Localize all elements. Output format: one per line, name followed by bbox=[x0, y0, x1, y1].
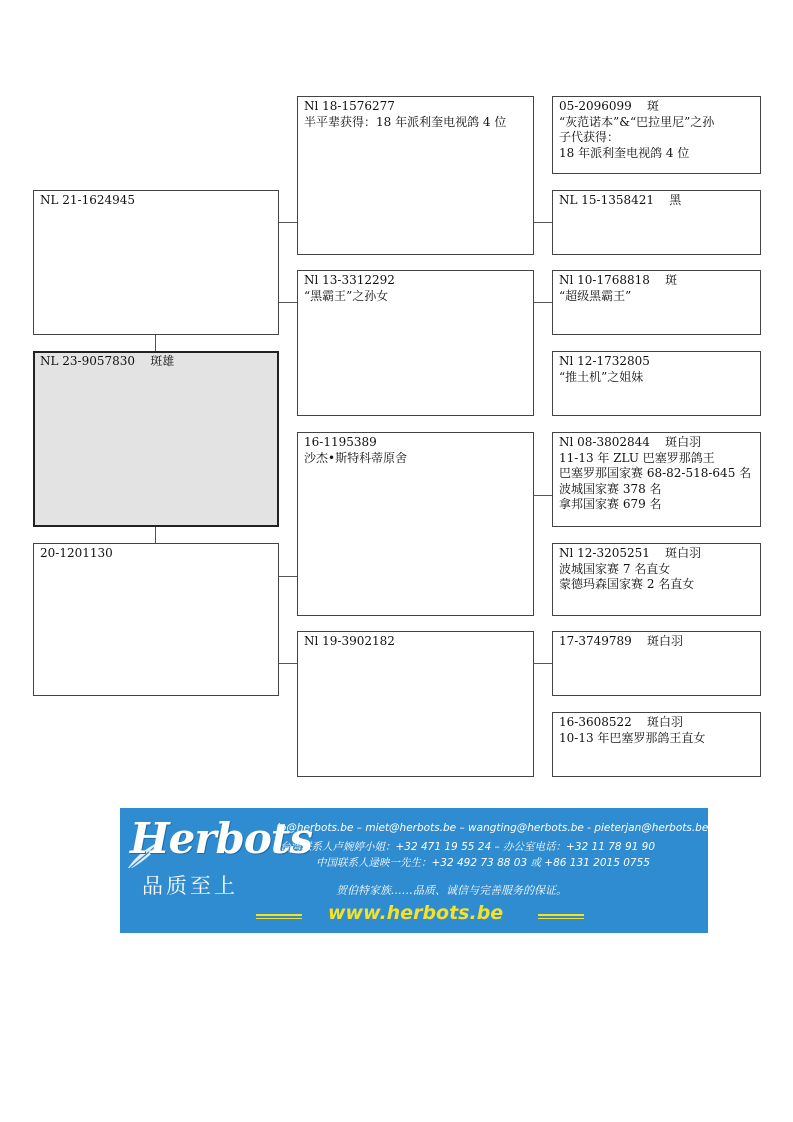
card-line: “灰范诺本”&“巴拉里尼”之孙 bbox=[559, 114, 715, 129]
card-line: “推土机”之姐妹 bbox=[559, 369, 644, 384]
card-line: “黑霸王”之孙女 bbox=[304, 288, 389, 303]
card-line: NL 23-9057830 斑雄 bbox=[40, 354, 175, 368]
dam-sire-card bbox=[297, 432, 534, 616]
connector bbox=[534, 302, 552, 303]
card-line: 巴塞罗那国家赛 68-82-518-645 名 bbox=[559, 466, 752, 480]
card-line: 05-2096099 斑 bbox=[559, 99, 660, 113]
card-line: 17-3749789 斑白羽 bbox=[559, 634, 684, 648]
card-line: 子代获得： bbox=[559, 130, 620, 144]
card-line: 拿邦国家赛 679 名 bbox=[559, 497, 662, 511]
card-line: NL 21-1624945 bbox=[40, 193, 136, 207]
card-line: 10-13 年巴塞罗那鸽王直女 bbox=[559, 730, 706, 745]
card-line: 半平辈获得：18 年派利奎电视鸽 4 位 bbox=[304, 114, 507, 129]
subject-card bbox=[33, 351, 279, 527]
card-line: 16-1195389 bbox=[304, 435, 377, 449]
dd-dam-card bbox=[552, 712, 761, 777]
ds-sire-card bbox=[552, 432, 761, 527]
card-line: Nl 10-1768818 斑 bbox=[559, 273, 678, 287]
connector bbox=[155, 335, 156, 351]
card-line: 20-1201130 bbox=[40, 546, 113, 560]
connector bbox=[279, 222, 297, 223]
sd-dam-card bbox=[552, 351, 761, 416]
sd-sire-card bbox=[552, 270, 761, 335]
ds-dam-card bbox=[552, 543, 761, 616]
card-line: 蒙德玛森国家赛 2 名直女 bbox=[559, 577, 695, 591]
china-contact: 中国联系人逯映一先生：+32 492 73 88 03 或 +86 131 2015 0755 bbox=[316, 857, 650, 869]
dam-card bbox=[33, 543, 279, 696]
card-line: Nl 13-3312292 bbox=[304, 273, 395, 287]
connector bbox=[534, 663, 552, 664]
card-line: NL 15-1358421 黑 bbox=[559, 193, 682, 207]
divider bbox=[256, 918, 302, 919]
sire-sire-card bbox=[297, 96, 534, 255]
card-line: 11-13 年 ZLU 巴塞罗那鸽王 bbox=[559, 450, 715, 465]
card-line: Nl 12-3205251 斑白羽 bbox=[559, 546, 702, 560]
card-line: 波城国家赛 378 名 bbox=[559, 481, 662, 496]
slogan: 品质至上 bbox=[142, 874, 238, 898]
card-line: “超级黑霸王” bbox=[559, 288, 632, 303]
sire-card bbox=[33, 190, 279, 335]
ss-sire-card bbox=[552, 96, 761, 174]
card-line: 18 年派利奎电视鸽 4 位 bbox=[559, 145, 690, 160]
ss-dam-card bbox=[552, 190, 761, 255]
connector bbox=[155, 527, 156, 543]
website-link[interactable]: www.herbots.be bbox=[328, 902, 504, 924]
connector bbox=[534, 222, 552, 223]
taiwan-contact: 台湾联系人卢婉婷小姐：+32 471 19 55 24 – 办公室电话：+32 11 78 91 90 bbox=[280, 841, 656, 853]
dam-dam-card bbox=[297, 631, 534, 777]
divider bbox=[538, 914, 584, 916]
card-line: Nl 18-1576277 bbox=[304, 99, 395, 113]
card-line: Nl 08-3802844 斑白羽 bbox=[559, 435, 702, 449]
divider bbox=[256, 914, 302, 916]
herbots-logo: Herbots bbox=[130, 814, 312, 863]
card-line: 16-3608522 斑白羽 bbox=[559, 715, 684, 729]
sire-dam-card bbox=[297, 270, 534, 416]
card-line: Nl 19-3902182 bbox=[304, 634, 395, 648]
card-line: Nl 12-1732805 bbox=[559, 354, 650, 368]
card-line: 波城国家赛 7 名直女 bbox=[559, 561, 671, 576]
connector bbox=[279, 576, 297, 577]
email-line: jo@herbots.be – miet@herbots.be – wangting@herbots.be - pieterjan@herbots.be bbox=[277, 822, 708, 834]
herbots-banner bbox=[120, 808, 708, 933]
dd-sire-card bbox=[552, 631, 761, 696]
connector bbox=[279, 302, 297, 303]
divider bbox=[538, 918, 584, 919]
card-line: 沙杰•斯特科蒂原舍 bbox=[304, 450, 408, 465]
connector bbox=[279, 663, 297, 664]
tagline: 贺伯特家族……品质、诚信与完善服务的保证。 bbox=[336, 884, 567, 897]
connector bbox=[534, 495, 552, 496]
